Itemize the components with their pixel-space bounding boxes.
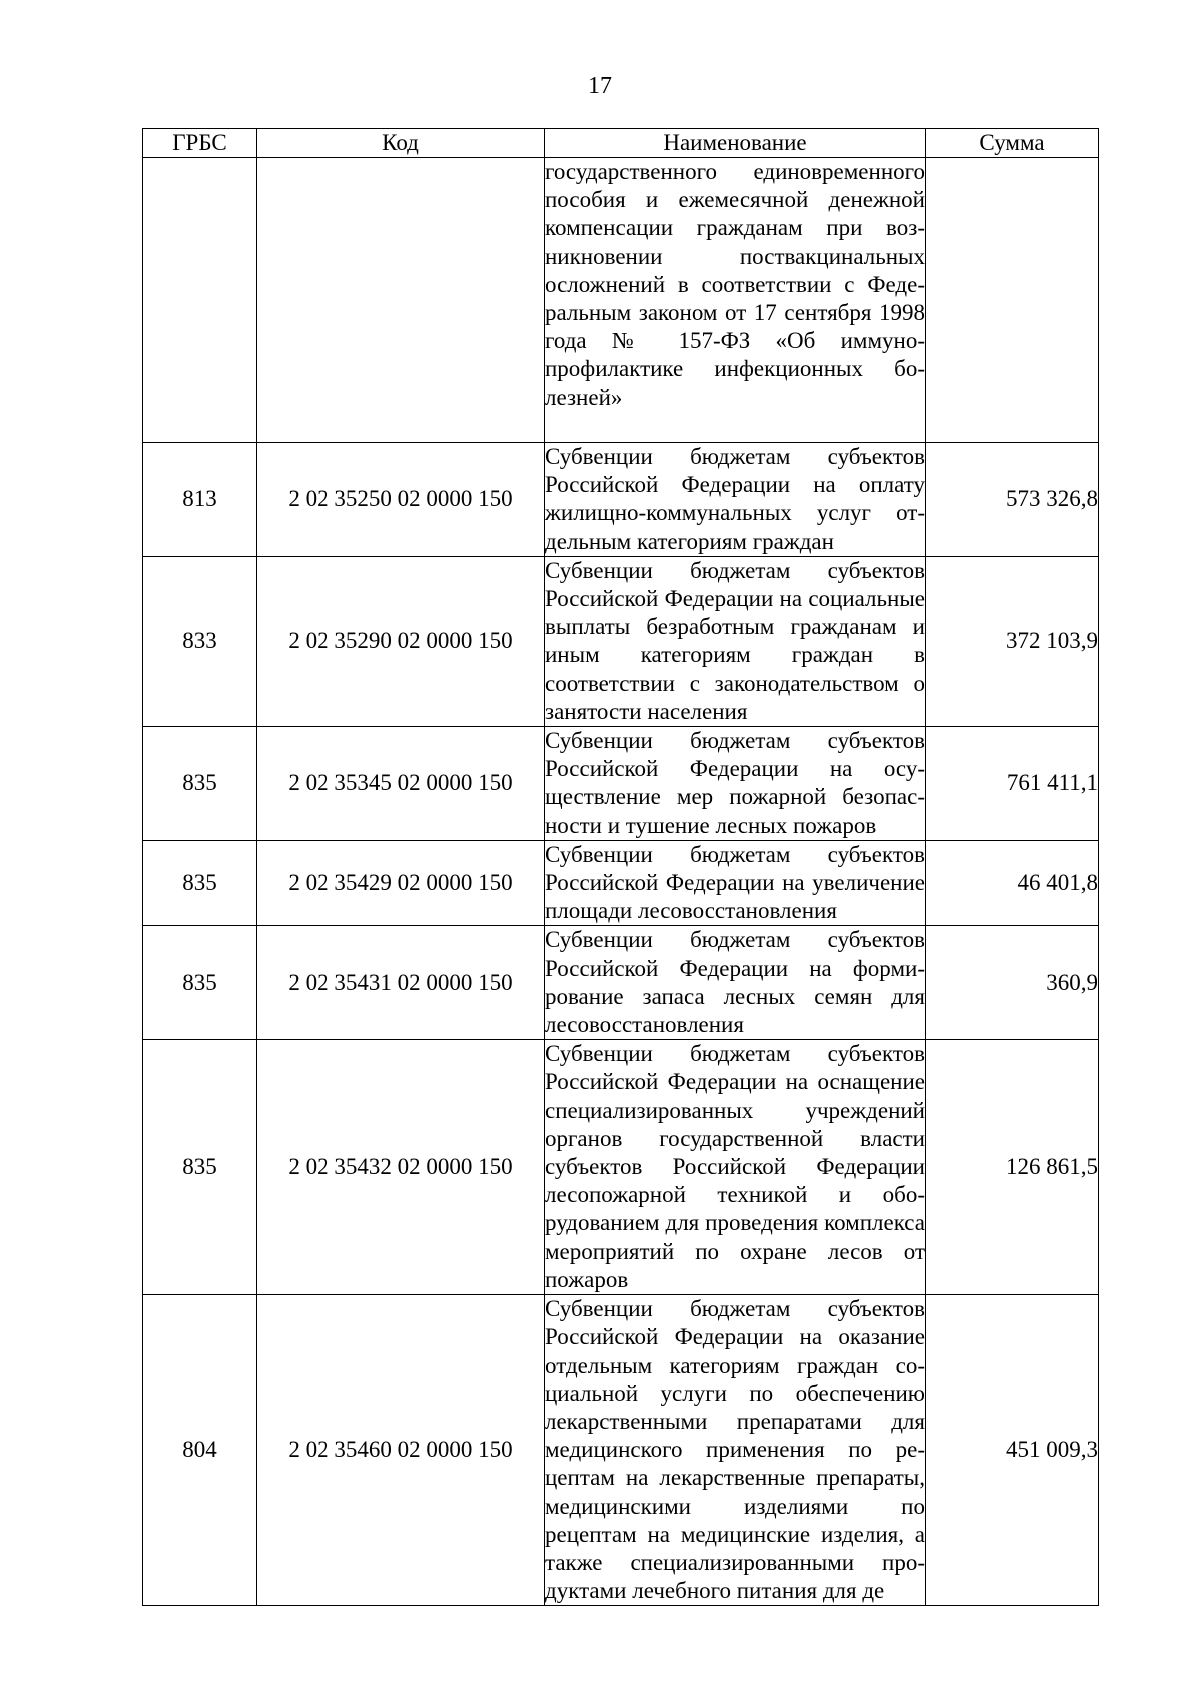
budget-table — [142, 128, 1099, 1606]
table-row — [143, 926, 1099, 1040]
cell-name: государственного единовременного пособия и ежемесячной денежной компенсации гражданам при возникновении поствакцинальных осложнений в соответствии с Федеральным законом от 17 сентября 1998 года № 157-ФЗ «Об иммунопрофилактике инфекционных болезней» — [545, 158, 926, 443]
cell-name: Субвенции бюджетам субъектов Российской Федерации на оказание отдельным категориям граждан социальной услуги по обеспечению лекарственными препаратами для медицинского применения по рецептам на лекарственные препараты, медицинскими изделиями по рецептам на медицинские изделия, а также специализированными продуктами лечебного питания для де — [545, 1295, 926, 1606]
table-row — [143, 556, 1099, 726]
cell-name: Субвенции бюджетам субъектов Российской Федерации на увеличение площади лесовосстановления — [545, 840, 926, 926]
cell-grbs: 835 — [143, 727, 257, 841]
cell-code: 2 02 35429 02 0000 150 — [257, 840, 545, 926]
cell-code: 2 02 35432 02 0000 150 — [257, 1040, 545, 1295]
cell-sum: 126 861,5 — [926, 1040, 1099, 1295]
cell-grbs: 804 — [143, 1295, 257, 1606]
cell-code: 2 02 35250 02 0000 150 — [257, 443, 545, 557]
cell-code: 2 02 35290 02 0000 150 — [257, 556, 545, 726]
cell-grbs: 833 — [143, 556, 257, 726]
header-sum: Сумма — [926, 129, 1099, 158]
cell-name: Субвенции бюджетам субъектов Российской Федерации на социальные выплаты безработным гражданам и иным категориям граждан в соответствии с законодательством о занятости населения — [545, 556, 926, 726]
cell-name: Субвенции бюджетам субъектов Российской Федерации на оплату жилищно-коммунальных услуг отдельным категориям граждан — [545, 443, 926, 557]
cell-name: Субвенции бюджетам субъектов Российской Федерации на оснащение специализированных учреждений органов государственной власти субъектов Российской Федерации лесопожарной техникой и оборудованием для проведения комплекса мероприятий по охране лесов от пожаров — [545, 1040, 926, 1295]
cell-code: 2 02 35345 02 0000 150 — [257, 727, 545, 841]
header-code: Код — [257, 129, 545, 158]
table-header-row — [143, 129, 1099, 158]
cell-sum — [926, 158, 1099, 443]
cell-sum: 46 401,8 — [926, 840, 1099, 926]
table-row — [143, 840, 1099, 926]
table-row — [143, 727, 1099, 841]
cell-sum: 451 009,3 — [926, 1295, 1099, 1606]
page-number: 17 — [588, 73, 612, 99]
table-row — [143, 1295, 1099, 1606]
cell-grbs — [143, 158, 257, 443]
cell-code: 2 02 35460 02 0000 150 — [257, 1295, 545, 1606]
cell-sum: 360,9 — [926, 926, 1099, 1040]
cell-sum: 372 103,9 — [926, 556, 1099, 726]
cell-name: Субвенции бюджетам субъектов Российской Федерации на формирование запаса лесных семян для лесовосстановления — [545, 926, 926, 1040]
cell-code: 2 02 35431 02 0000 150 — [257, 926, 545, 1040]
header-name: Наименование — [545, 129, 926, 158]
cell-grbs: 835 — [143, 840, 257, 926]
table-row-continuation — [143, 158, 1099, 443]
cell-sum: 761 411,1 — [926, 727, 1099, 841]
cell-sum: 573 326,8 — [926, 443, 1099, 557]
cell-code — [257, 158, 545, 443]
cell-grbs: 835 — [143, 926, 257, 1040]
cell-grbs: 835 — [143, 1040, 257, 1295]
table-row — [143, 443, 1099, 557]
table-row — [143, 1040, 1099, 1295]
cell-name: Субвенции бюджетам субъектов Российской Федерации на осуществление мер пожарной безопасности и тушение лесных пожаров — [545, 727, 926, 841]
header-grbs: ГРБС — [143, 129, 257, 158]
cell-grbs: 813 — [143, 443, 257, 557]
